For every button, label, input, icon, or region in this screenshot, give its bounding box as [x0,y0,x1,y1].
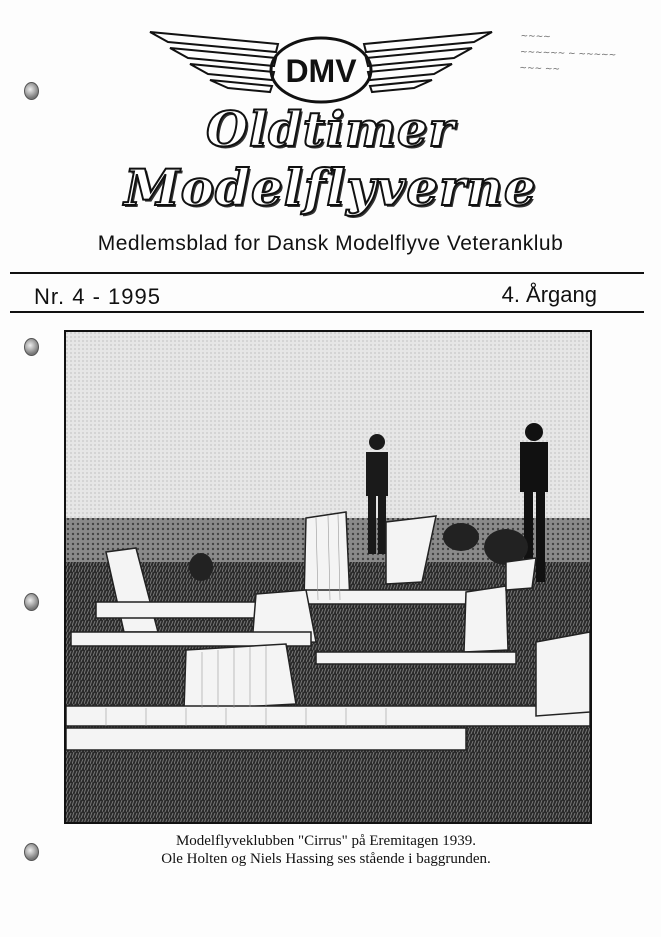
photo-illustration [66,332,590,822]
photo-caption-line2: Ole Holten og Niels Hassing ses stående i baggrunden. [161,851,491,867]
logo-text: DMV [285,53,357,89]
top-rule [10,272,644,274]
binder-hole [24,338,39,356]
cover-photo [64,330,592,824]
handwritten-note: ~~~~ ~~~~~~ ~ ~~~~~ ~~~ ~~ [519,31,617,75]
masthead-title-line1: Oldtimer [206,102,455,158]
bottom-rule [10,311,644,313]
dmv-wings-logo [148,30,494,110]
binder-hole [24,843,39,861]
masthead-title-line2: Modelflyverne [124,158,537,217]
sky [66,332,590,522]
issue-number: Nr. 4 - 1995 [34,284,161,309]
binder-hole [24,82,39,100]
masthead-subtitle: Medlemsblad for Dansk Modelflyve Veteranklub [97,232,564,255]
volume-year: 4. Årgang [501,282,597,307]
photo-caption-line1: Modelflyveklubben "Cirrus" på Eremitagen 1939. [175,833,477,849]
binder-hole [24,593,39,611]
